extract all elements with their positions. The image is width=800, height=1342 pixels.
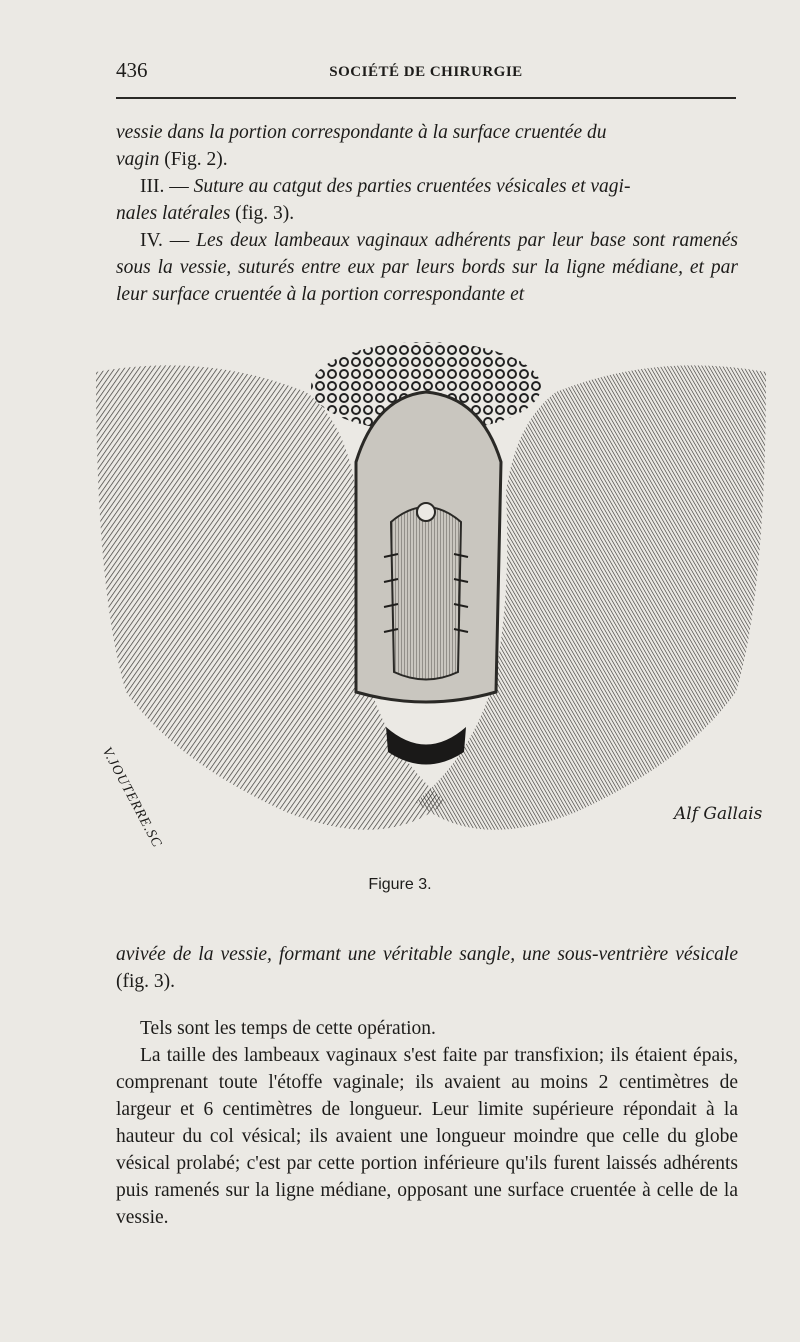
engraver-signature: V.JOUTERRE.SC: [98, 745, 165, 851]
header-rule: [116, 97, 736, 99]
step-text: Suture au catgut des parties cruentées vésicales et vagi-: [193, 176, 631, 197]
paragraph: La taille des lambeaux vaginaux s'est faite par transfixion; ils étaient épais, comprenant toute l'étoffe vaginale; ils avaient au moins 2 centimètres de largeur et 6 centimètres de longueur. Leur limite supérieure répondait à la hauteur du col vésical; ils avaient une longueur moindre que celle du globe vésical prolabé; c'est par cette portion inférieure qu'ils furent laissés adhérents puis ramenés sur la ligne médiane, opposant une surface cruentée à celle de la vessie.: [116, 1045, 738, 1228]
step-text: Les deux lambeaux vaginaux adhérents par leur base sont ramenés sous la vessie, suturés entre eux par leurs bords sur la ligne médiane, et par leur surface cruentée à la portion correspondante et: [116, 230, 739, 305]
engraving-illustration: [86, 332, 776, 862]
paragraph-continuation: [116, 119, 738, 173]
paragraph-continuation-lower: [116, 941, 738, 995]
text-fragment: (Fig. 2).: [159, 149, 228, 170]
suture-flap: [391, 507, 461, 680]
text-line: vessie dans la portion correspondante à la surface cruentée du: [116, 122, 607, 143]
illustration-image: [86, 332, 776, 862]
page-number: 436: [116, 58, 148, 82]
running-head: SOCIÉTÉ DE CHIRURGIE: [329, 64, 523, 80]
text-fragment: (fig. 3).: [230, 203, 295, 224]
paragraph: Tels sont les temps de cette opération.: [140, 1018, 436, 1039]
artist-signature: Alf Gallais: [674, 804, 763, 824]
page-header: [116, 58, 736, 86]
text-fragment: vagin: [116, 149, 160, 170]
upper-text-block: [116, 119, 738, 308]
paragraph-step-4: [116, 227, 738, 308]
step-text: nales latérales: [116, 203, 231, 224]
figure-caption: Figure 3.: [368, 876, 432, 893]
step-label: IV. —: [140, 230, 197, 251]
paragraph-step-3: [116, 173, 738, 227]
step-label: III. —: [140, 176, 194, 197]
catheter-ring: [417, 503, 435, 521]
text-fragment: (fig. 3).: [116, 971, 176, 992]
text-fragment: avivée de la vessie, formant une véritable sangle, une sous-ventrière vésicale: [116, 944, 738, 965]
body-text-block: [116, 1015, 738, 1231]
lower-text-block: [116, 941, 738, 995]
